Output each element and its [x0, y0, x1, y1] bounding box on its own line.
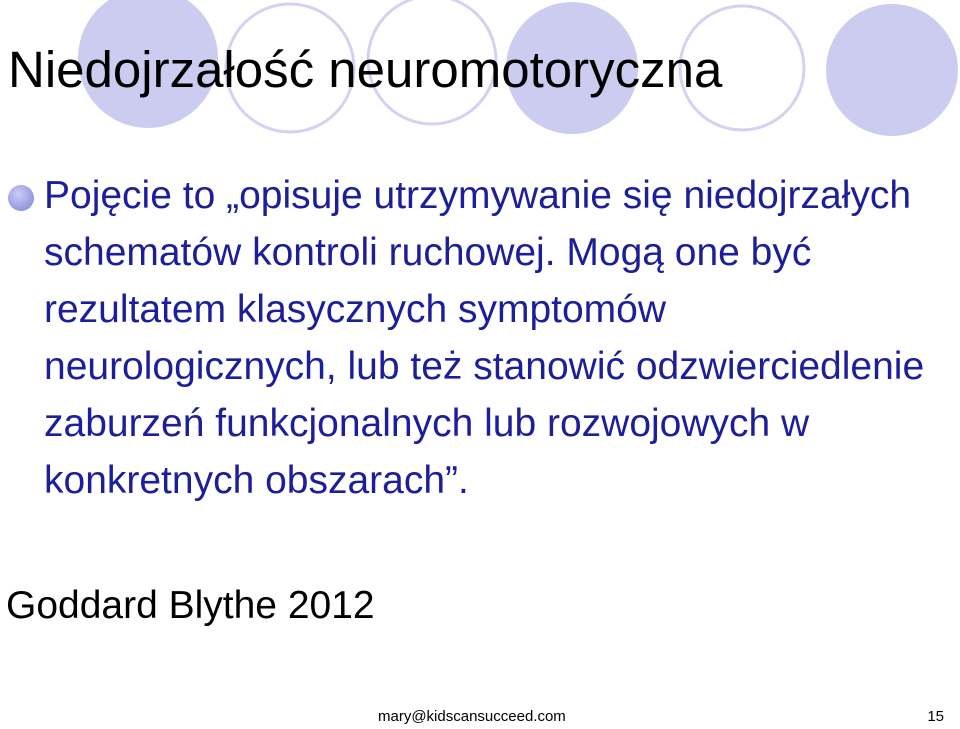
page-number: 15 — [927, 708, 944, 725]
bullet-item — [0, 167, 950, 509]
footer-email: mary@kidscansucceed.com — [378, 708, 566, 725]
bullet-dot-icon — [8, 185, 34, 211]
deco-circle-filled-3 — [826, 4, 958, 136]
slide-title: Niedojrzałość neuromotoryczna — [8, 41, 723, 98]
bullet-text: Pojęcie to „opisuje utrzymywanie się niedojrzałych schematów kontroli ruchowej. Mogą one być rezultatem klasycznych symptomów neurologicznych, lub też stanowić odzwierciedlenie zaburzeń funkcjonalnych lub rozwojowych w konkretnych obszarach”. — [44, 174, 925, 502]
source-citation: Goddard Blythe 2012 — [6, 584, 375, 627]
